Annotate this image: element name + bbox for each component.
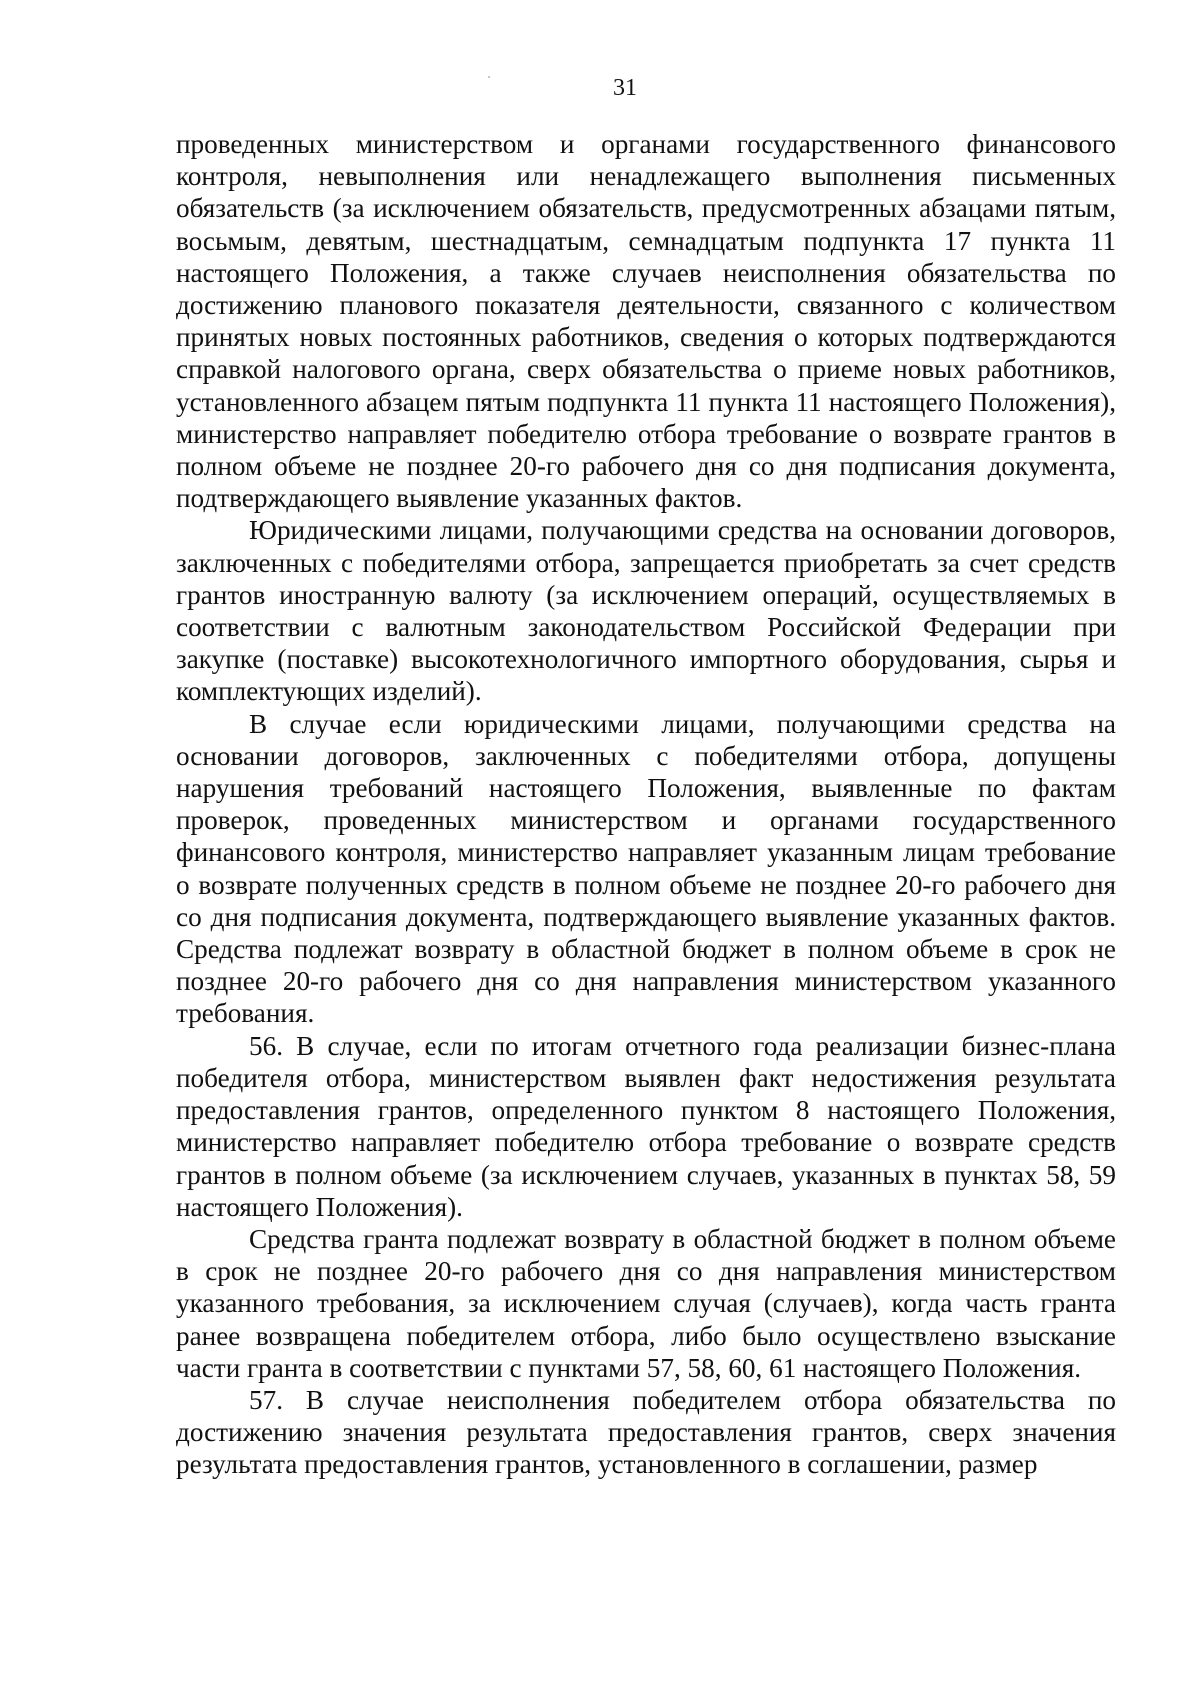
paragraph-continuation: проведенных министерством и органами государственного финансового контроля, невыполнения или ненадлежащего выполнения письменных обязательств (за исключением обязательств, предусмотренных абзацами пятым, восьмым, девятым, шестнадцатым, семнадцатым подпункта 17 пункта 11 настоящего Положения, а также случаев неисполнения обязательства по достижению планового показателя деятельности, связанного с количеством принятых новых постоянных работников, сведения о которых подтверждаются справкой налогового органа, сверх обязательства о приеме новых работников, установленного абзацем пятым подпункта 11 пункта 11 настоящего Положения), министерство направляет победителю отбора требование о возврате грантов в полном объеме не позднее 20-го рабочего дня со дня подписания документа, подтверждающего выявление указанных фактов. — [176, 129, 1116, 514]
paragraph-item-56: 56. В случае, если по итогам отчетного года реализации бизнес-плана победителя отбора, министерством выявлен факт недостижения результата предоставления грантов, определенного пунктом 8 настоящего Положения, министерство направляет победителю отбора требование о возврате средств грантов в полном объеме (за исключением случаев, указанных в пунктах 58, 59 настоящего Положения). — [176, 1030, 1116, 1222]
paragraph-grant-return: Средства гранта подлежат возврату в областной бюджет в полном объеме в срок не позднее 20-го рабочего дня со дня направления министерством указанного требования, за исключением случая (случаев), когда часть гранта ранее возвращена победителем отбора, либо было осуществлено взыскание части гранта в соответствии с пунктами 57, 58, 60, 61 настоящего Положения. — [176, 1223, 1116, 1383]
page-number: 31 — [613, 75, 637, 101]
paragraph-legal-entities-violations: В случае если юридическими лицами, получающими средства на основании договоров, заключенных с победителями отбора, допущены нарушения требований настоящего Положения, выявленные по фактам проверок, проведенных министерством и органами государственного финансового контроля, министерство направляет указанным лицам требование о возврате полученных средств в полном объеме не позднее 20-го рабочего дня со дня подписания документа, подтверждающего выявление указанных фактов. Средства подлежат возврату в областной бюджет в полном объеме в срок не позднее 20-го рабочего дня со дня направления министерством указанного требования. — [176, 708, 1116, 1029]
paragraph-legal-entities-currency: Юридическими лицами, получающими средства на основании договоров, заключенных с победителями отбора, запрещается приобретать за счет средств грантов иностранную валюту (за исключением операций, осуществляемых в соответствии с валютным законодательством Российской Федерации при закупке (поставке) высокотехнологичного импортного оборудования, сырья и комплектующих изделий). — [176, 515, 1116, 707]
paragraph-item-57: 57. В случае неисполнения победителем отбора обязательства по достижению значения результата предоставления грантов, сверх значения результата предоставления грантов, установленного в соглашении, размер — [176, 1384, 1116, 1480]
document-body — [176, 128, 1116, 1481]
scan-speck — [488, 76, 490, 78]
